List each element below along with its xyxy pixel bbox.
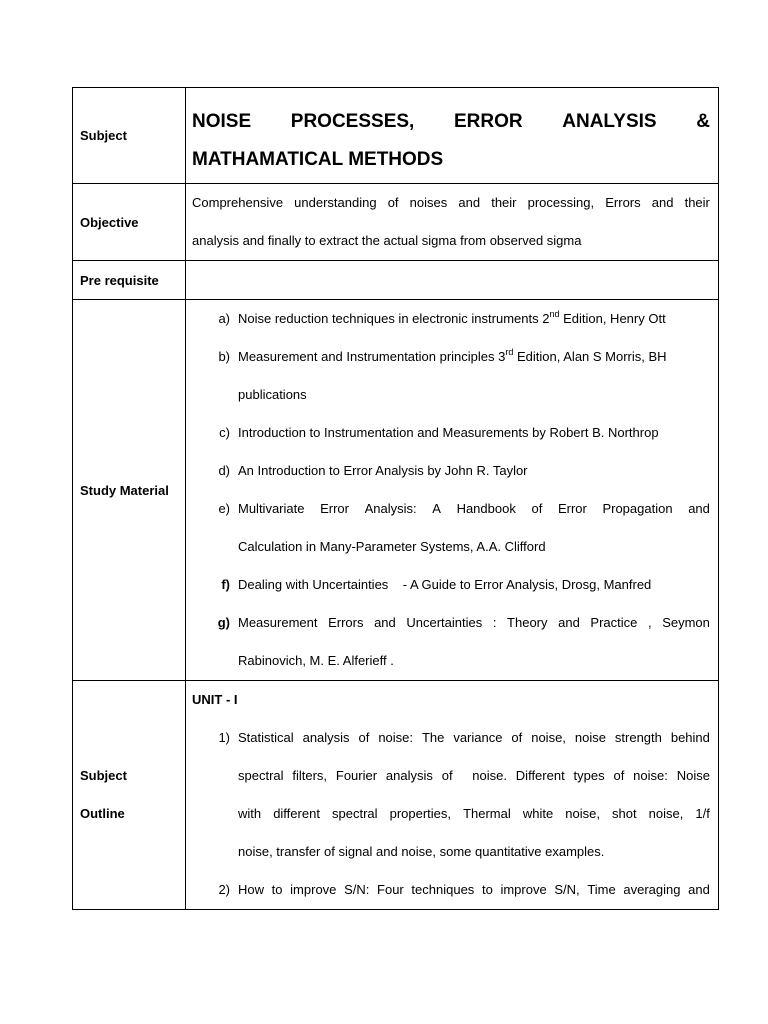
list-marker: c) — [219, 425, 230, 440]
subject-outline-label: Subject Outline — [73, 681, 186, 910]
objective-text — [186, 184, 719, 261]
outline-list — [192, 719, 710, 909]
list-item: f) Dealing with Uncertainties - A Guide to Error Analysis, Drosg, Manfred — [192, 566, 710, 604]
study-material-list — [192, 300, 710, 680]
list-marker: b) — [218, 349, 230, 364]
objective-line-1: Comprehensive understanding of noises and their processing, Errors and their — [192, 195, 710, 210]
list-marker: g) — [217, 615, 230, 630]
prerequisite-value — [186, 261, 719, 300]
list-marker: a) — [218, 311, 230, 326]
list-marker: 2) — [218, 882, 230, 897]
list-marker: 1) — [218, 730, 230, 745]
subject-row — [73, 88, 719, 184]
list-item: 1) Statistical analysis of noise: The variance of noise, noise strength behind spectral filters, Fourier analysis of noise. Different types of noise: Noise with different spectral properties, Thermal white noise, shot noise, 1/f noise, transfer of signal and noise, some quantitative examples. — [192, 719, 710, 871]
list-marker: d) — [218, 463, 230, 478]
list-item: a) Noise reduction techniques in electronic instruments 2nd Edition, Henry Ott — [192, 300, 710, 338]
study-material-list-cell — [186, 300, 719, 681]
prerequisite-label: Pre requisite — [73, 261, 186, 300]
list-item: d) An Introduction to Error Analysis by John R. Taylor — [192, 452, 710, 490]
objective-label: Objective — [73, 184, 186, 261]
objective-line-2: analysis and finally to extract the actual sigma from observed sigma — [192, 233, 582, 248]
list-item: e) Multivariate Error Analysis: A Handbook of Error Propagation and Calculation in Many-Parameter Systems, A.A. Clifford — [192, 490, 710, 566]
subject-label: Subject — [73, 88, 186, 184]
list-marker: f) — [221, 577, 230, 592]
list-item: c) Introduction to Instrumentation and Measurements by Robert B. Northrop — [192, 414, 710, 452]
list-item: g) Measurement Errors and Uncertainties : Theory and Practice , Seymon Rabinovich, M. E. Alferieff . — [192, 604, 710, 680]
prerequisite-row — [73, 261, 719, 300]
objective-row — [73, 184, 719, 261]
unit-heading: UNIT - I — [192, 692, 238, 707]
title-line-2: MATHAMATICAL METHODS — [192, 148, 444, 170]
syllabus-table — [72, 87, 719, 910]
list-item: 2) How to improve S/N: Four techniques to improve S/N, Time averaging and — [192, 871, 710, 909]
subject-outline-row — [73, 681, 719, 910]
study-material-row — [73, 300, 719, 681]
subject-title — [186, 88, 719, 184]
subject-outline-content — [186, 681, 719, 910]
list-marker: e) — [218, 501, 230, 516]
list-item: b) Measurement and Instrumentation principles 3rd Edition, Alan S Morris, BH publications — [192, 338, 710, 414]
title-line-1: NOISE PROCESSES, ERROR ANALYSIS & — [192, 110, 710, 132]
study-material-label: Study Material — [73, 300, 186, 681]
